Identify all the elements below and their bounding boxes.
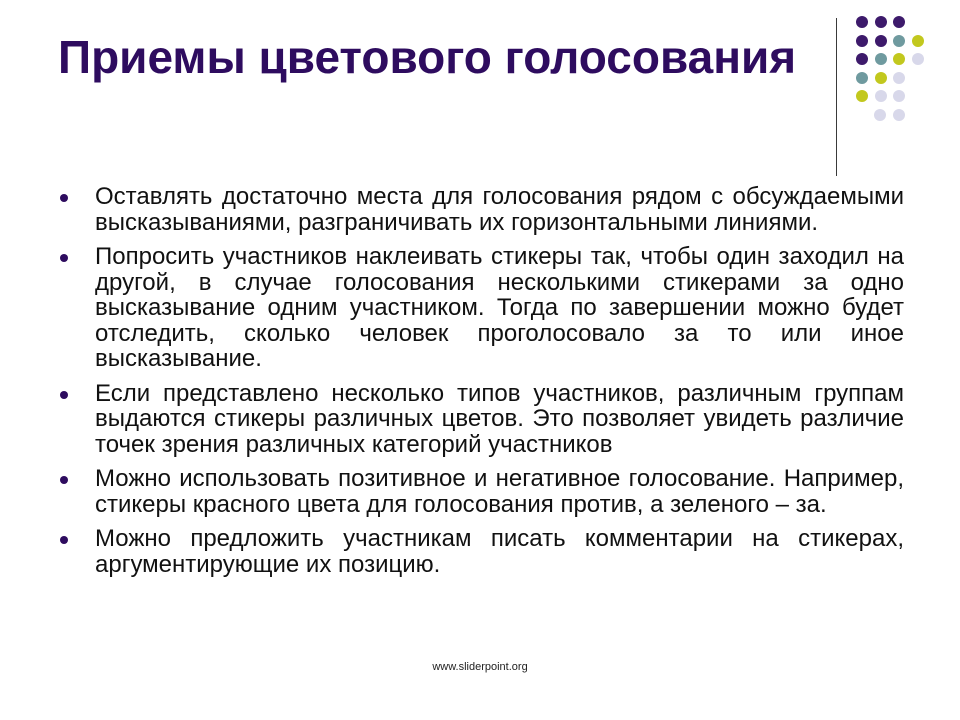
decorative-dot-purple [856,53,868,65]
decorative-dot-purple [875,35,887,47]
bullet-item [58,526,904,577]
bullet-text: Если представлено несколько типов участников, различным группам выдаются стикеры различных цветов. Это позволяет увидеть различие точек зрения различных категорий участников [95,379,904,458]
bullet-item [58,466,904,517]
bullet-icon [60,194,68,202]
bullet-text: Попросить участников наклеивать стикеры так, чтобы один заходил на другой, в случае голосования несколькими стикерами за одно высказывание одним участником. Тогда по завершении можно будет отследить, сколько человек проголосовало за то или иное высказывание. [95,243,904,372]
bullet-text: Оставлять достаточно места для голосования рядом с обсуждаемыми высказываниями, разграничивать их горизонтальными линиями. [95,183,904,236]
bullet-text: Можно использовать позитивное и негативное голосование. Например, стикеры красного цвета для голосования против, а зеленого – за. [95,465,904,518]
decorative-dot-yellow [856,90,868,102]
decorative-dot-lavender [874,109,886,121]
bullet-item [58,184,904,235]
decorative-dot-teal [856,72,868,84]
footer-url: www.sliderpoint.org [432,661,528,673]
slide-title: Приемы цветового голосования [58,31,797,83]
decorative-dot-lavender [875,90,887,102]
bullet-icon [60,536,68,544]
decorative-dot-lavender [893,90,905,102]
decorative-dot-yellow [912,35,924,47]
decorative-dot-lavender [893,109,905,121]
decorative-dot-purple [893,16,905,28]
decorative-dot-teal [875,53,887,65]
decorative-dot-yellow [893,53,905,65]
bullet-list [58,184,904,586]
bullet-icon [60,391,68,399]
decorative-dot-lavender [912,53,924,65]
decorative-dot-yellow [875,72,887,84]
decorative-dot-lavender [893,72,905,84]
bullet-text: Можно предложить участникам писать комментарии на стикерах, аргументирующие их позицию. [95,525,904,578]
bullet-item [58,244,904,372]
decorative-dot-teal [893,35,905,47]
bullet-icon [60,476,68,484]
decorative-dot-grid [0,0,960,200]
bullet-icon [60,254,68,262]
decorative-dot-purple [875,16,887,28]
decorative-dot-purple [856,16,868,28]
decorative-dot-purple [856,35,868,47]
bullet-item [58,381,904,458]
